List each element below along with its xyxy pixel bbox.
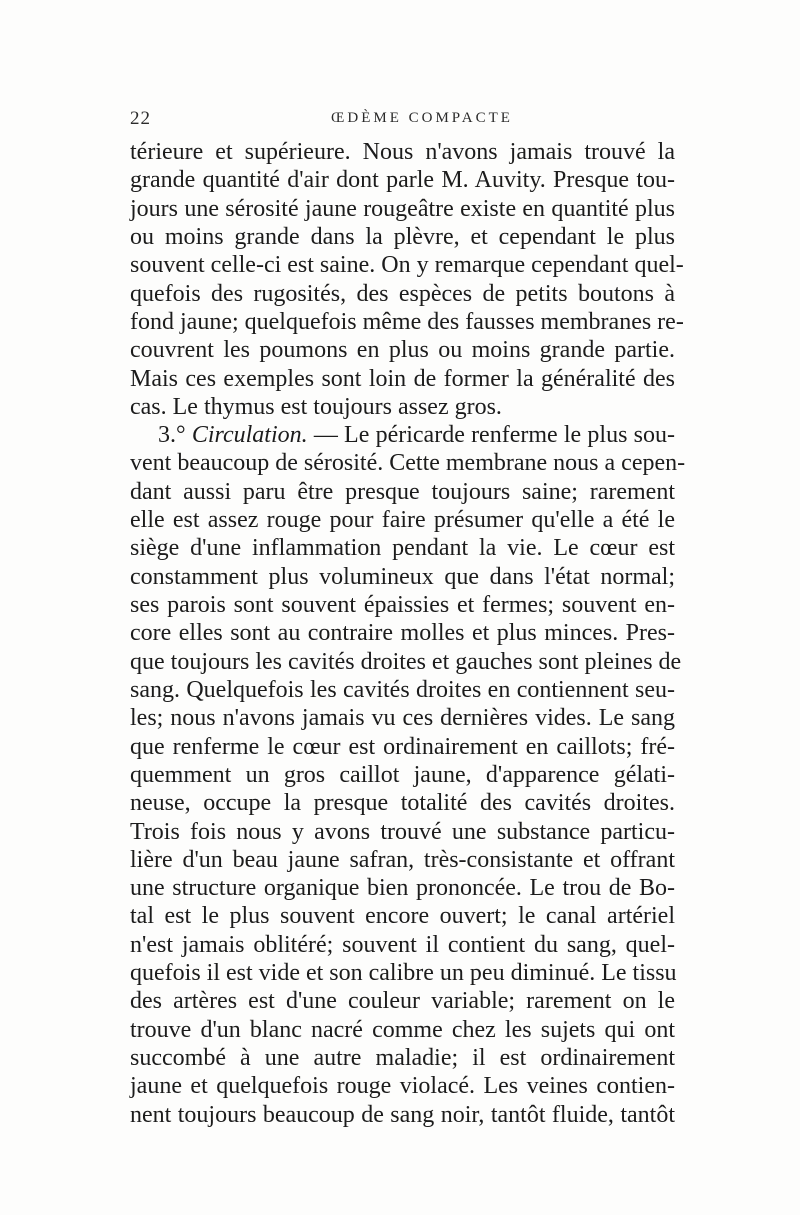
text-line: quefois il est vide et son calibre un peu diminué. Le tissu (130, 960, 677, 987)
running-title: ŒDÈME COMPACTE (331, 110, 513, 126)
text-line: nent toujours beaucoup de sang noir, tantôt fluide, tantôt (130, 1101, 675, 1128)
body-text (130, 138, 686, 1129)
text-line: elle est assez rouge pour faire présumer qu'elle a été le (130, 507, 675, 534)
text-line: jours une sérosité jaune rougeâtre existe en quantité plus (130, 195, 675, 222)
page-header (128, 108, 676, 138)
text-line: quemment un gros caillot jaune, d'apparence gélati- (130, 761, 675, 788)
section-number: 3.° (158, 422, 192, 449)
text-line: core elles sont au contraire molles et plus minces. Pres- (130, 620, 675, 647)
text-line: trouve d'un blanc nacré comme chez les sujets qui ont (130, 1016, 675, 1043)
text-line: constamment plus volumineux que dans l'état normal; (130, 563, 675, 590)
text-line: vent beaucoup de sérosité. Cette membrane nous a cepen- (130, 450, 686, 477)
text-line: ses parois sont souvent épaissies et fermes; souvent en- (130, 592, 675, 618)
section-heading-line (130, 421, 675, 449)
text-line: neuse, occupe la presque totalité des cavités droites. (130, 790, 675, 817)
text-line: une structure organique bien prononcée. Le trou de Bo- (130, 875, 675, 902)
text-line: térieure et supérieure. Nous n'avons jamais trouvé la (130, 139, 675, 165)
text-line: cas. Le thymus est toujours assez gros. (130, 393, 502, 420)
text-line: que toujours les cavités droites et gauches sont pleines de (130, 648, 682, 675)
text-line: succombé à une autre maladie; il est ordinairement (130, 1045, 675, 1071)
text-line: ou moins grande dans la plèvre, et cependant le plus (130, 223, 675, 250)
text-line: Mais ces exemples sont loin de former la généralité des (130, 365, 675, 392)
text-line: n'est jamais oblitéré; souvent il contient du sang, quel- (130, 931, 675, 958)
text-line: couvrent les poumons en plus ou moins grande partie. (130, 337, 675, 364)
text-line: sang. Quelquefois les cavités droites en contiennent seu- (130, 676, 675, 703)
text-line: grande quantité d'air dont parle M. Auvity. Presque tou- (130, 167, 675, 194)
text-line: lière d'un beau jaune safran, très-consistante et offrant (130, 846, 675, 873)
text-line: quefois des rugosités, des espèces de petits boutons à (130, 280, 675, 307)
text-line: dant aussi paru être presque toujours saine; rarement (130, 478, 675, 505)
text-line: Trois fois nous y avons trouvé une substance particu- (130, 818, 675, 845)
text-line: siège d'une inflammation pendant la vie. Le cœur est (130, 535, 675, 562)
text-line: les; nous n'avons jamais vu ces dernières vides. Le sang (130, 705, 675, 732)
text-line: que renferme le cœur est ordinairement en caillots; fré- (130, 733, 675, 760)
page-number: 22 (130, 108, 151, 129)
text-line: fond jaune; quelquefois même des fausses membranes re- (130, 308, 684, 335)
text-line: des artères est d'une couleur variable; rarement on le (130, 988, 675, 1015)
section-title: Circulation. (191, 422, 308, 449)
text-line: souvent celle-ci est saine. On y remarque cependant quel- (130, 252, 684, 279)
text-line: jaune et quelquefois rouge violacé. Les veines contien- (130, 1073, 675, 1100)
text-line: tal est le plus souvent encore ouvert; le canal artériel (130, 903, 675, 930)
section-text: — Le péricarde renferme le plus sou- (307, 422, 675, 449)
